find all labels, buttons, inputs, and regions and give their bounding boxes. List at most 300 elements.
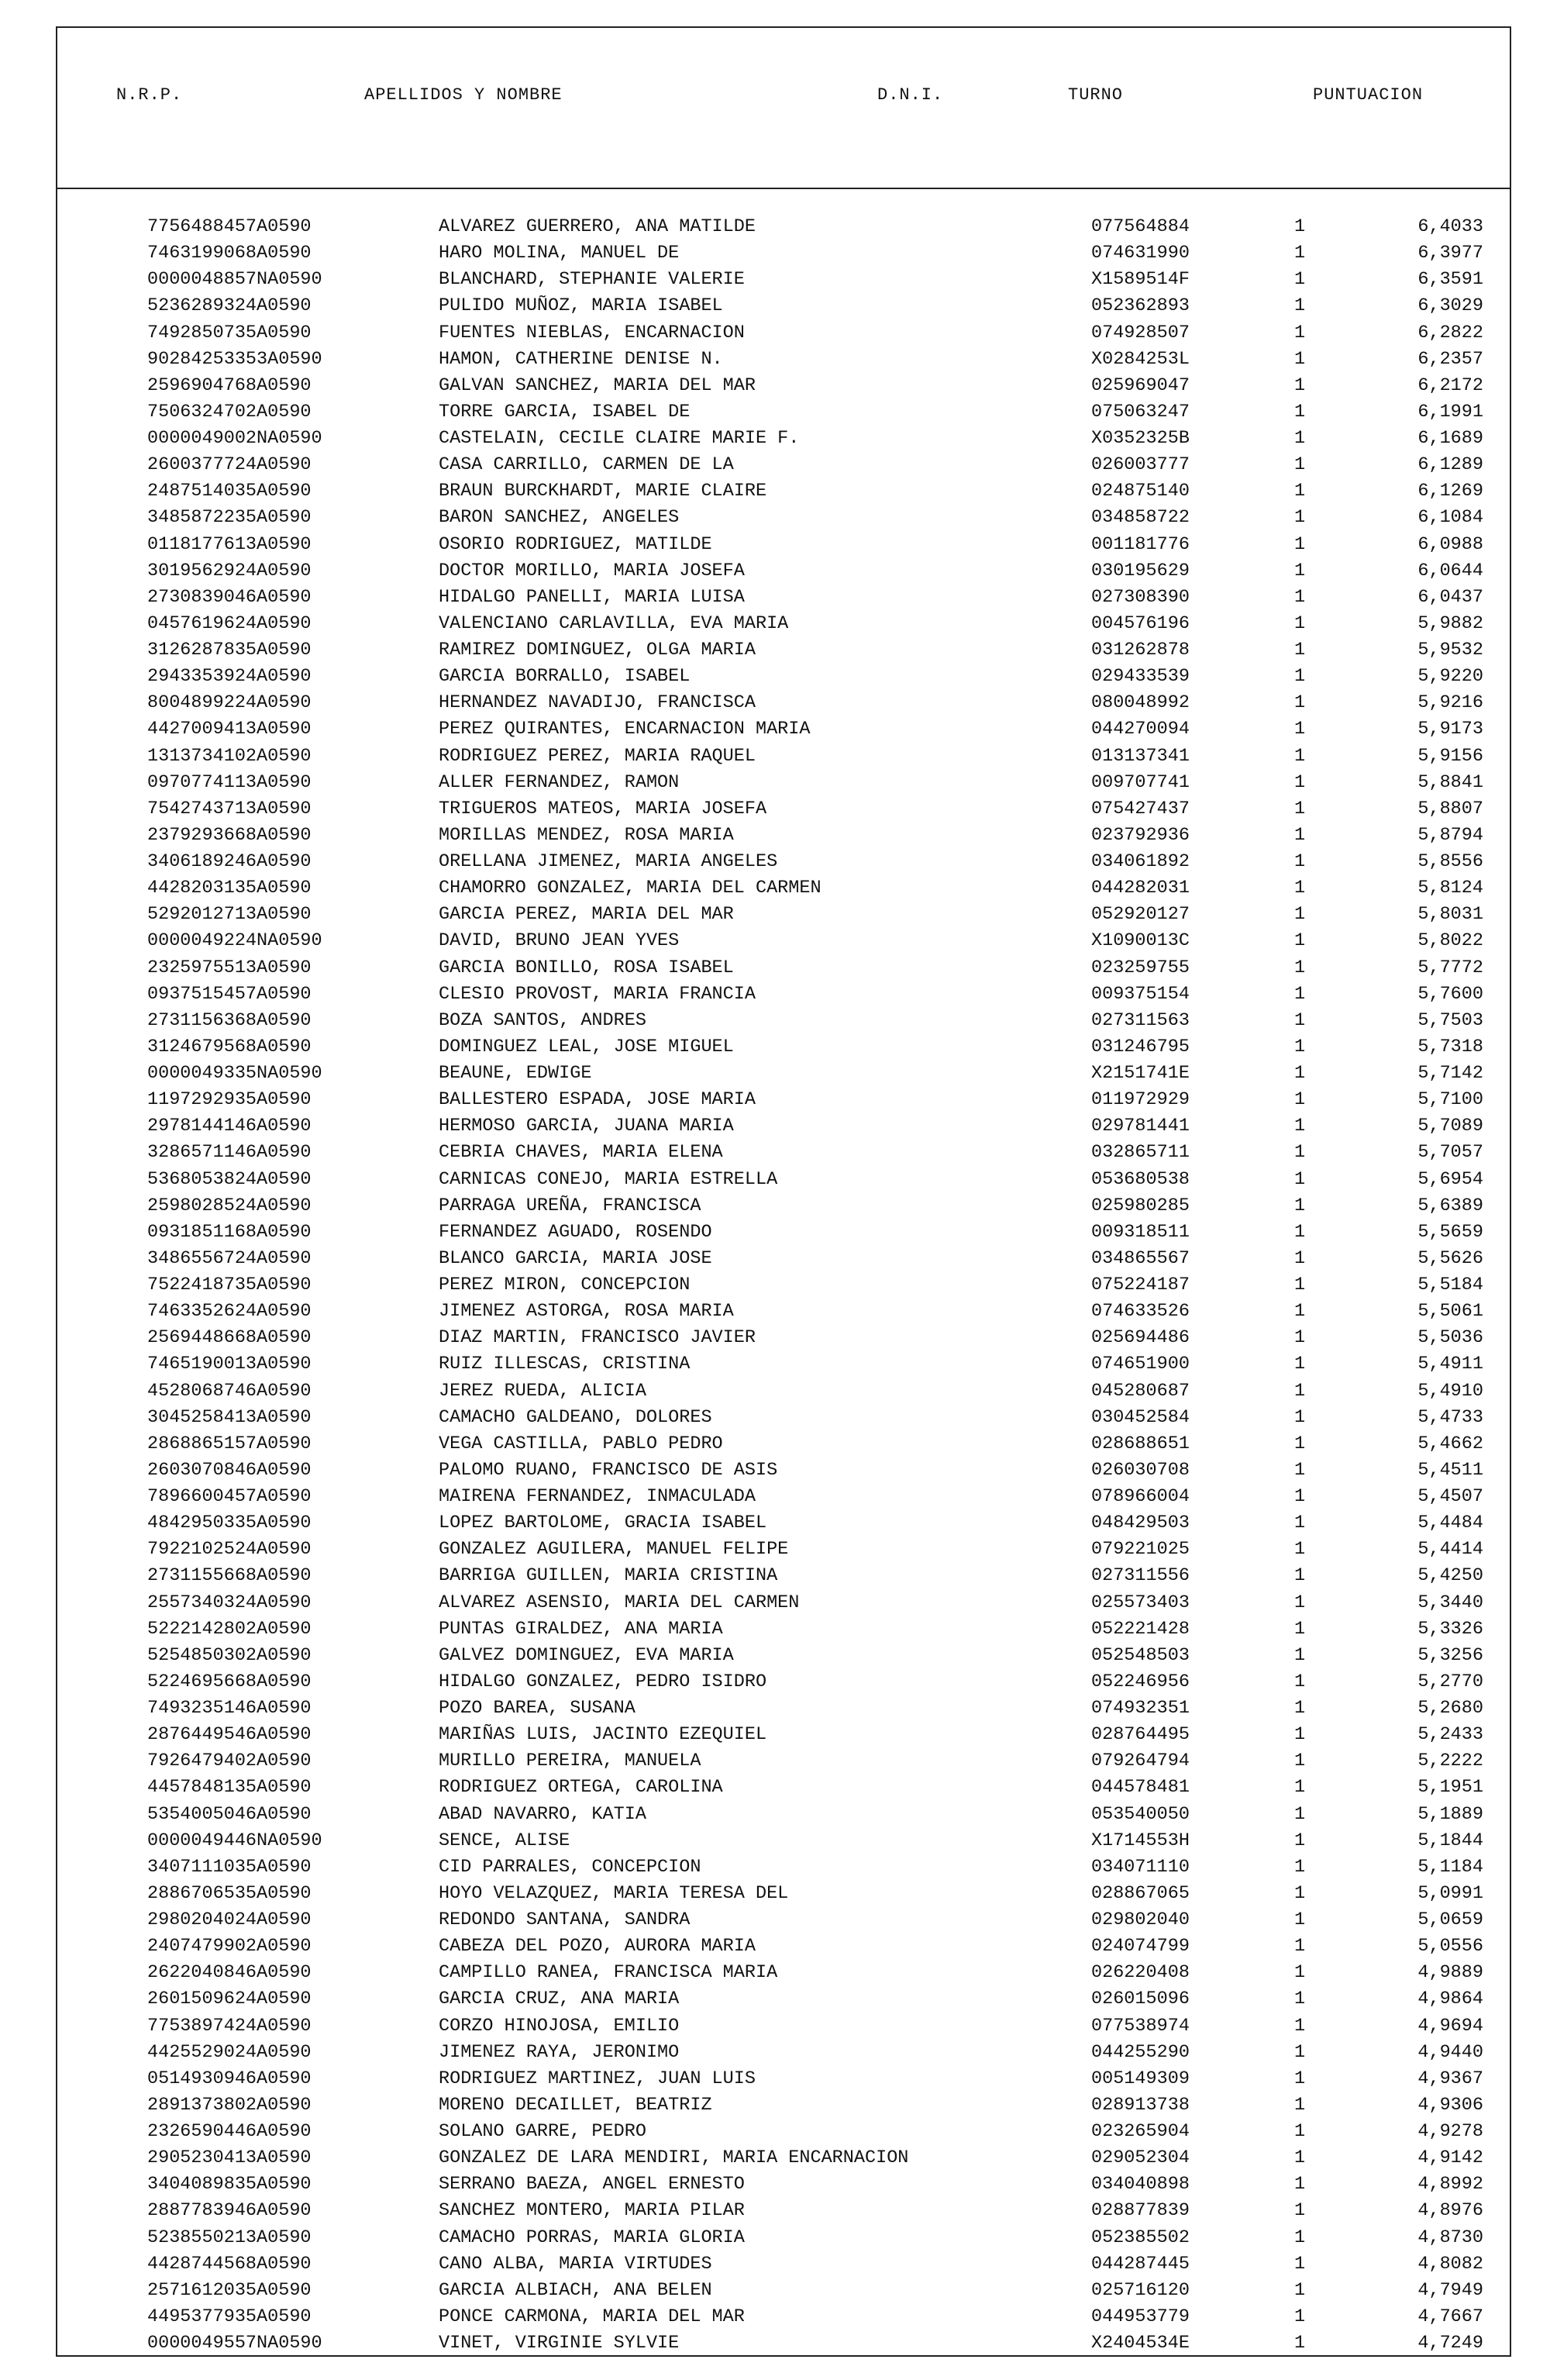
table-row <box>57 770 1510 796</box>
nrp-cell: 3485872235A0590 <box>147 507 312 529</box>
name-cell: GARCIA CRUZ, ANA MARIA <box>439 1989 680 2010</box>
table-row <box>57 1933 1510 1960</box>
nrp-cell: 0514930946A0590 <box>147 2068 312 2089</box>
puntuacion-cell: 6,3977 <box>1417 243 1483 264</box>
name-cell: CABEZA DEL POZO, AURORA MARIA <box>439 1936 756 1957</box>
dni-cell: 009707741 <box>1091 771 1190 793</box>
name-cell: PULIDO MUÑOZ, MARIA ISABEL <box>439 295 723 317</box>
table-row <box>57 532 1510 558</box>
table-row <box>57 1457 1510 1484</box>
nrp-cell: 2601509624A0590 <box>147 1989 312 2010</box>
table-row <box>57 1669 1510 1695</box>
table-row <box>57 611 1510 637</box>
turno-cell: 1 <box>1294 1380 1306 1402</box>
turno-cell: 1 <box>1294 1803 1306 1825</box>
puntuacion-cell: 4,9306 <box>1417 2094 1483 2116</box>
name-cell: PEREZ QUIRANTES, ENCARNACION MARIA <box>439 719 811 740</box>
puntuacion-cell: 5,4733 <box>1417 1406 1483 1428</box>
name-cell: ALVAREZ ASENSIO, MARIA DEL CARMEN <box>439 1592 800 1613</box>
turno-cell: 1 <box>1294 1116 1306 1137</box>
puntuacion-cell: 5,1844 <box>1417 1830 1483 1851</box>
puntuacion-cell: 6,1689 <box>1417 428 1483 449</box>
dni-cell: 079221025 <box>1091 1539 1190 1561</box>
nrp-cell: 7922102524A0590 <box>147 1539 312 1561</box>
puntuacion-cell: 5,8031 <box>1417 904 1483 926</box>
name-cell: LOPEZ BARTOLOME, GRACIA ISABEL <box>439 1513 767 1534</box>
dni-cell: 045280687 <box>1091 1380 1190 1402</box>
nrp-cell: 2886706535A0590 <box>147 1882 312 1904</box>
puntuacion-cell: 5,2222 <box>1417 1751 1483 1772</box>
name-cell: GALVEZ DOMINGUEZ, EVA MARIA <box>439 1644 734 1666</box>
puntuacion-cell: 4,7249 <box>1417 2333 1483 2354</box>
turno-cell: 1 <box>1294 295 1306 317</box>
puntuacion-cell: 5,4414 <box>1417 1539 1483 1561</box>
turno-cell: 1 <box>1294 1168 1306 1190</box>
name-cell: JIMENEZ RAYA, JERONIMO <box>439 2041 680 2063</box>
dni-cell: 029433539 <box>1091 666 1190 688</box>
name-cell: VALENCIANO CARLAVILLA, EVA MARIA <box>439 612 789 634</box>
nrp-cell: 2598028524A0590 <box>147 1195 312 1216</box>
name-cell: BEAUNE, EDWIGE <box>439 1063 592 1084</box>
turno-cell: 1 <box>1294 612 1306 634</box>
puntuacion-cell: 5,7142 <box>1417 1063 1483 1084</box>
table-row <box>57 1405 1510 1431</box>
table-row <box>57 1299 1510 1325</box>
name-cell: REDONDO SANTANA, SANDRA <box>439 1909 691 1930</box>
header-puntuacion: PUNTUACION <box>1313 85 1424 105</box>
dni-cell: 080048992 <box>1091 692 1190 714</box>
name-cell: BLANCHARD, STEPHANIE VALERIE <box>439 269 745 291</box>
turno-cell: 1 <box>1294 322 1306 343</box>
turno-cell: 1 <box>1294 1142 1306 1164</box>
dni-cell: 044282031 <box>1091 878 1190 899</box>
table-row <box>57 637 1510 664</box>
table-row <box>57 1087 1510 1113</box>
dni-cell: 053540050 <box>1091 1803 1190 1825</box>
table-row <box>57 1113 1510 1140</box>
table-row <box>57 373 1510 399</box>
nrp-cell: 7926479402A0590 <box>147 1751 312 1772</box>
puntuacion-cell: 5,7100 <box>1417 1089 1483 1111</box>
turno-cell: 1 <box>1294 2279 1306 2301</box>
dni-cell: 025969047 <box>1091 374 1190 396</box>
turno-cell: 1 <box>1294 481 1306 502</box>
puntuacion-cell: 5,5036 <box>1417 1327 1483 1349</box>
turno-cell: 1 <box>1294 878 1306 899</box>
name-cell: RODRIGUEZ MARTINEZ, JUAN LUIS <box>439 2068 756 2089</box>
puntuacion-cell: 5,4484 <box>1417 1513 1483 1534</box>
table-row <box>57 505 1510 531</box>
dni-cell: 011972929 <box>1091 1089 1190 1111</box>
dni-cell: 077538974 <box>1091 2015 1190 2037</box>
dni-cell: 077564884 <box>1091 216 1190 237</box>
dni-cell: 023265904 <box>1091 2121 1190 2142</box>
table-row <box>57 1246 1510 1272</box>
name-cell: CARNICAS CONEJO, MARIA ESTRELLA <box>439 1168 778 1190</box>
table-row <box>57 2171 1510 2198</box>
table-row <box>57 267 1510 293</box>
turno-cell: 1 <box>1294 1195 1306 1216</box>
turno-cell: 1 <box>1294 1301 1306 1323</box>
results-table <box>57 214 1510 2357</box>
puntuacion-cell: 5,8022 <box>1417 930 1483 952</box>
name-cell: BLANCO GARCIA, MARIA JOSE <box>439 1247 712 1269</box>
puntuacion-cell: 4,9694 <box>1417 2015 1483 2037</box>
dni-cell: 052246956 <box>1091 1671 1190 1692</box>
name-cell: FERNANDEZ AGUADO, ROSENDO <box>439 1221 712 1243</box>
name-cell: PUNTAS GIRALDEZ, ANA MARIA <box>439 1618 723 1640</box>
turno-cell: 1 <box>1294 533 1306 555</box>
table-row <box>57 1167 1510 1193</box>
dni-cell: 044255290 <box>1091 2041 1190 2063</box>
nrp-cell: 7756488457A0590 <box>147 216 312 237</box>
dni-cell: 027311563 <box>1091 1009 1190 1031</box>
table-row <box>57 2251 1510 2278</box>
puntuacion-cell: 5,1951 <box>1417 1777 1483 1799</box>
dni-cell: 009318511 <box>1091 1221 1190 1243</box>
table-row <box>57 1722 1510 1748</box>
dni-cell: 034858722 <box>1091 507 1190 529</box>
dni-cell: 032865711 <box>1091 1142 1190 1164</box>
table-row <box>57 1034 1510 1061</box>
puntuacion-cell: 5,2770 <box>1417 1671 1483 1692</box>
puntuacion-cell: 4,9278 <box>1417 2121 1483 2142</box>
table-row <box>57 1272 1510 1299</box>
nrp-cell: 2600377724A0590 <box>147 454 312 476</box>
puntuacion-cell: 5,8556 <box>1417 851 1483 872</box>
turno-cell: 1 <box>1294 719 1306 740</box>
puntuacion-cell: 5,7089 <box>1417 1116 1483 1137</box>
puntuacion-cell: 5,8841 <box>1417 771 1483 793</box>
name-cell: CORZO HINOJOSA, EMILIO <box>439 2015 680 2037</box>
puntuacion-cell: 6,0988 <box>1417 533 1483 555</box>
nrp-cell: 2876449546A0590 <box>147 1724 312 1746</box>
puntuacion-cell: 5,5659 <box>1417 1221 1483 1243</box>
puntuacion-cell: 6,2357 <box>1417 348 1483 370</box>
name-cell: TORRE GARCIA, ISABEL DE <box>439 401 691 423</box>
table-row <box>57 1960 1510 1986</box>
turno-cell: 1 <box>1294 1063 1306 1084</box>
nrp-cell: 5224695668A0590 <box>147 1671 312 1692</box>
puntuacion-cell: 5,3326 <box>1417 1618 1483 1640</box>
dni-cell: 027308390 <box>1091 586 1190 608</box>
table-row <box>57 1351 1510 1378</box>
table-row <box>57 2304 1510 2330</box>
nrp-cell: 5238550213A0590 <box>147 2227 312 2248</box>
dni-cell: 025573403 <box>1091 1592 1190 1613</box>
name-cell: CANO ALBA, MARIA VIRTUDES <box>439 2253 712 2275</box>
name-cell: DOCTOR MORILLO, MARIA JOSEFA <box>439 560 745 581</box>
puntuacion-cell: 5,6954 <box>1417 1168 1483 1190</box>
turno-cell: 1 <box>1294 1909 1306 1930</box>
nrp-cell: 5254850302A0590 <box>147 1644 312 1666</box>
nrp-cell: 3124679568A0590 <box>147 1036 312 1057</box>
name-cell: ORELLANA JIMENEZ, MARIA ANGELES <box>439 851 778 872</box>
puntuacion-cell: 6,1084 <box>1417 507 1483 529</box>
name-cell: HAMON, CATHERINE DENISE N. <box>439 348 723 370</box>
nrp-cell: 0000048857NA0590 <box>147 269 322 291</box>
turno-cell: 1 <box>1294 1698 1306 1719</box>
puntuacion-cell: 6,1289 <box>1417 454 1483 476</box>
dni-cell: 028764495 <box>1091 1724 1190 1746</box>
nrp-cell: 7506324702A0590 <box>147 401 312 423</box>
dni-cell: 025716120 <box>1091 2279 1190 2301</box>
name-cell: OSORIO RODRIGUEZ, MATILDE <box>439 533 712 555</box>
name-cell: JEREZ RUEDA, ALICIA <box>439 1380 646 1402</box>
name-cell: CHAMORRO GONZALEZ, MARIA DEL CARMEN <box>439 878 822 899</box>
nrp-cell: 7463352624A0590 <box>147 1301 312 1323</box>
puntuacion-cell: 5,5626 <box>1417 1247 1483 1269</box>
dni-cell: 028877839 <box>1091 2200 1190 2222</box>
header-nrp: N.R.P. <box>116 85 183 105</box>
dni-cell: 048429503 <box>1091 1513 1190 1534</box>
table-row <box>57 955 1510 981</box>
name-cell: DOMINGUEZ LEAL, JOSE MIGUEL <box>439 1036 734 1057</box>
dni-cell: 034061892 <box>1091 851 1190 872</box>
puntuacion-cell: 4,8992 <box>1417 2174 1483 2195</box>
nrp-cell: 0118177613A0590 <box>147 533 312 555</box>
dni-cell: 044270094 <box>1091 719 1190 740</box>
puntuacion-cell: 5,4250 <box>1417 1565 1483 1587</box>
turno-cell: 1 <box>1294 586 1306 608</box>
puntuacion-cell: 6,1991 <box>1417 401 1483 423</box>
name-cell: CAMPILLO RANEA, FRANCISCA MARIA <box>439 1962 778 1984</box>
nrp-cell: 2557340324A0590 <box>147 1592 312 1613</box>
puntuacion-cell: 5,4911 <box>1417 1354 1483 1375</box>
dni-cell: 004576196 <box>1091 612 1190 634</box>
name-cell: RUIZ ILLESCAS, CRISTINA <box>439 1354 691 1375</box>
nrp-cell: 4842950335A0590 <box>147 1513 312 1534</box>
name-cell: CAMACHO GALDEANO, DOLORES <box>439 1406 712 1428</box>
table-row <box>57 2198 1510 2224</box>
table-row <box>57 664 1510 690</box>
name-cell: ALVAREZ GUERRERO, ANA MATILDE <box>439 216 756 237</box>
table-row <box>57 1008 1510 1034</box>
nrp-cell: 0000049557NA0590 <box>147 2333 322 2354</box>
nrp-cell: 4495377935A0590 <box>147 2306 312 2327</box>
header-separator <box>57 188 1510 189</box>
table-row <box>57 1325 1510 1351</box>
puntuacion-cell: 5,9156 <box>1417 745 1483 767</box>
nrp-cell: 2379293668A0590 <box>147 824 312 846</box>
nrp-cell: 4428744568A0590 <box>147 2253 312 2275</box>
puntuacion-cell: 6,4033 <box>1417 216 1483 237</box>
table-row <box>57 796 1510 823</box>
dni-cell: 013137341 <box>1091 745 1190 767</box>
turno-cell: 1 <box>1294 454 1306 476</box>
puntuacion-cell: 5,1889 <box>1417 1803 1483 1825</box>
turno-cell: 1 <box>1294 824 1306 846</box>
turno-cell: 1 <box>1294 1327 1306 1349</box>
turno-cell: 1 <box>1294 1830 1306 1851</box>
nrp-cell: 3286571146A0590 <box>147 1142 312 1164</box>
turno-cell: 1 <box>1294 798 1306 819</box>
turno-cell: 1 <box>1294 2015 1306 2037</box>
dni-cell: X1714553H <box>1091 1830 1190 1851</box>
turno-cell: 1 <box>1294 1459 1306 1481</box>
puntuacion-cell: 5,7318 <box>1417 1036 1483 1057</box>
table-row <box>57 426 1510 452</box>
dni-cell: 030195629 <box>1091 560 1190 581</box>
table-row <box>57 347 1510 373</box>
table-row <box>57 2330 1510 2357</box>
nrp-cell: 1197292935A0590 <box>147 1089 312 1111</box>
name-cell: ALLER FERNANDEZ, RAMON <box>439 771 680 793</box>
table-row <box>57 823 1510 849</box>
nrp-cell: 3486556724A0590 <box>147 1247 312 1269</box>
table-row <box>57 2119 1510 2145</box>
name-cell: ABAD NAVARRO, KATIA <box>439 1803 646 1825</box>
name-cell: SERRANO BAEZA, ANGEL ERNESTO <box>439 2174 745 2195</box>
puntuacion-cell: 5,3440 <box>1417 1592 1483 1613</box>
name-cell: BARRIGA GUILLEN, MARIA CRISTINA <box>439 1565 778 1587</box>
nrp-cell: 2891373802A0590 <box>147 2094 312 2116</box>
dni-cell: 074633526 <box>1091 1301 1190 1323</box>
nrp-cell: 4425529024A0590 <box>147 2041 312 2063</box>
table-row <box>57 2013 1510 2040</box>
table-row <box>57 1484 1510 1510</box>
dni-cell: 044953779 <box>1091 2306 1190 2327</box>
nrp-cell: 7463199068A0590 <box>147 243 312 264</box>
nrp-cell: 7522418735A0590 <box>147 1275 312 1295</box>
turno-cell: 1 <box>1294 1962 1306 1984</box>
puntuacion-cell: 5,0659 <box>1417 1909 1483 1930</box>
turno-cell: 1 <box>1294 1275 1306 1295</box>
turno-cell: 1 <box>1294 2174 1306 2195</box>
name-cell: PARRAGA UREÑA, FRANCISCA <box>439 1195 701 1216</box>
header-dni: D.N.I. <box>877 85 944 105</box>
nrp-cell: 0000049002NA0590 <box>147 428 322 449</box>
dni-cell: 079264794 <box>1091 1751 1190 1772</box>
table-row <box>57 478 1510 505</box>
table-row <box>57 1828 1510 1854</box>
turno-cell: 1 <box>1294 2306 1306 2327</box>
table-row <box>57 849 1510 875</box>
name-cell: MURILLO PEREIRA, MANUELA <box>439 1751 701 1772</box>
turno-cell: 1 <box>1294 1009 1306 1031</box>
dni-cell: 034071110 <box>1091 1856 1190 1878</box>
table-row <box>57 214 1510 240</box>
table-row <box>57 558 1510 585</box>
table-row <box>57 1193 1510 1219</box>
turno-cell: 1 <box>1294 2041 1306 2063</box>
name-cell: RODRIGUEZ PEREZ, MARIA RAQUEL <box>439 745 756 767</box>
name-cell: GARCIA PEREZ, MARIA DEL MAR <box>439 904 734 926</box>
name-cell: CLESIO PROVOST, MARIA FRANCIA <box>439 983 756 1005</box>
nrp-cell: 7542743713A0590 <box>147 798 312 819</box>
name-cell: BALLESTERO ESPADA, JOSE MARIA <box>439 1089 756 1111</box>
turno-cell: 1 <box>1294 1513 1306 1534</box>
table-row <box>57 875 1510 902</box>
nrp-cell: 2943353924A0590 <box>147 666 312 688</box>
nrp-cell: 4528068746A0590 <box>147 1380 312 1402</box>
nrp-cell: 0000049224NA0590 <box>147 930 322 952</box>
name-cell: GARCIA BONILLO, ROSA ISABEL <box>439 957 734 978</box>
nrp-cell: 7753897424A0590 <box>147 2015 312 2037</box>
puntuacion-cell: 6,0644 <box>1417 560 1483 581</box>
dni-cell: 034040898 <box>1091 2174 1190 2195</box>
name-cell: DAVID, BRUNO JEAN YVES <box>439 930 680 952</box>
turno-cell: 1 <box>1294 348 1306 370</box>
dni-cell: 026015096 <box>1091 1989 1190 2010</box>
nrp-cell: 8004899224A0590 <box>147 692 312 714</box>
nrp-cell: 0970774113A0590 <box>147 771 312 793</box>
dni-cell: 075224187 <box>1091 1275 1190 1295</box>
nrp-cell: 3404089835A0590 <box>147 2174 312 2195</box>
puntuacion-cell: 5,4511 <box>1417 1459 1483 1481</box>
name-cell: PONCE CARMONA, MARIA DEL MAR <box>439 2306 745 2327</box>
table-row <box>57 1802 1510 1828</box>
nrp-cell: 1313734102A0590 <box>147 745 312 767</box>
name-cell: GALVAN SANCHEZ, MARIA DEL MAR <box>439 374 756 396</box>
document-page <box>56 26 1511 2357</box>
name-cell: GARCIA BORRALLO, ISABEL <box>439 666 691 688</box>
puntuacion-cell: 6,2172 <box>1417 374 1483 396</box>
turno-cell: 1 <box>1294 2333 1306 2354</box>
table-row <box>57 1748 1510 1775</box>
nrp-cell: 5222142802A0590 <box>147 1618 312 1640</box>
turno-cell: 1 <box>1294 1777 1306 1799</box>
name-cell: CID PARRALES, CONCEPCION <box>439 1856 701 1878</box>
name-cell: VEGA CASTILLA, PABLO PEDRO <box>439 1433 723 1454</box>
nrp-cell: 3045258413A0590 <box>147 1406 312 1428</box>
dni-cell: 028913738 <box>1091 2094 1190 2116</box>
turno-cell: 1 <box>1294 1565 1306 1587</box>
table-row <box>57 1378 1510 1405</box>
puntuacion-cell: 4,8976 <box>1417 2200 1483 2222</box>
turno-cell: 1 <box>1294 507 1306 529</box>
table-row <box>57 1590 1510 1616</box>
nrp-cell: 0937515457A0590 <box>147 983 312 1005</box>
nrp-cell: 2887783946A0590 <box>147 2200 312 2222</box>
table-row <box>57 1854 1510 1881</box>
dni-cell: 031246795 <box>1091 1036 1190 1057</box>
turno-cell: 1 <box>1294 692 1306 714</box>
dni-cell: X1589514F <box>1091 269 1190 291</box>
nrp-cell: 2622040846A0590 <box>147 1962 312 1984</box>
turno-cell: 1 <box>1294 771 1306 793</box>
dni-cell: 034865567 <box>1091 1247 1190 1269</box>
name-cell: RODRIGUEZ ORTEGA, CAROLINA <box>439 1777 723 1799</box>
name-cell: SANCHEZ MONTERO, MARIA PILAR <box>439 2200 745 2222</box>
turno-cell: 1 <box>1294 1247 1306 1269</box>
table-row <box>57 928 1510 954</box>
nrp-cell: 7493235146A0590 <box>147 1698 312 1719</box>
nrp-cell: 2980204024A0590 <box>147 1909 312 1930</box>
puntuacion-cell: 5,5061 <box>1417 1301 1483 1323</box>
turno-cell: 1 <box>1294 904 1306 926</box>
turno-cell: 1 <box>1294 2253 1306 2275</box>
dni-cell: 029802040 <box>1091 1909 1190 1930</box>
puntuacion-cell: 5,9532 <box>1417 640 1483 661</box>
turno-cell: 1 <box>1294 2147 1306 2169</box>
table-row <box>57 1061 1510 1087</box>
table-row <box>57 2145 1510 2171</box>
name-cell: TRIGUEROS MATEOS, MARIA JOSEFA <box>439 798 767 819</box>
name-cell: GARCIA ALBIACH, ANA BELEN <box>439 2279 712 2301</box>
name-cell: MORENO DECAILLET, BEATRIZ <box>439 2094 712 2116</box>
name-cell: GONZALEZ DE LARA MENDIRI, MARIA ENCARNACION <box>439 2147 909 2169</box>
turno-cell: 1 <box>1294 1221 1306 1243</box>
name-cell: BOZA SANTOS, ANDRES <box>439 1009 646 1031</box>
table-row <box>57 981 1510 1008</box>
puntuacion-cell: 4,9367 <box>1417 2068 1483 2089</box>
table-row <box>57 452 1510 478</box>
puntuacion-cell: 4,8082 <box>1417 2253 1483 2275</box>
puntuacion-cell: 5,8124 <box>1417 878 1483 899</box>
turno-cell: 1 <box>1294 1751 1306 1772</box>
table-row <box>57 1140 1510 1166</box>
